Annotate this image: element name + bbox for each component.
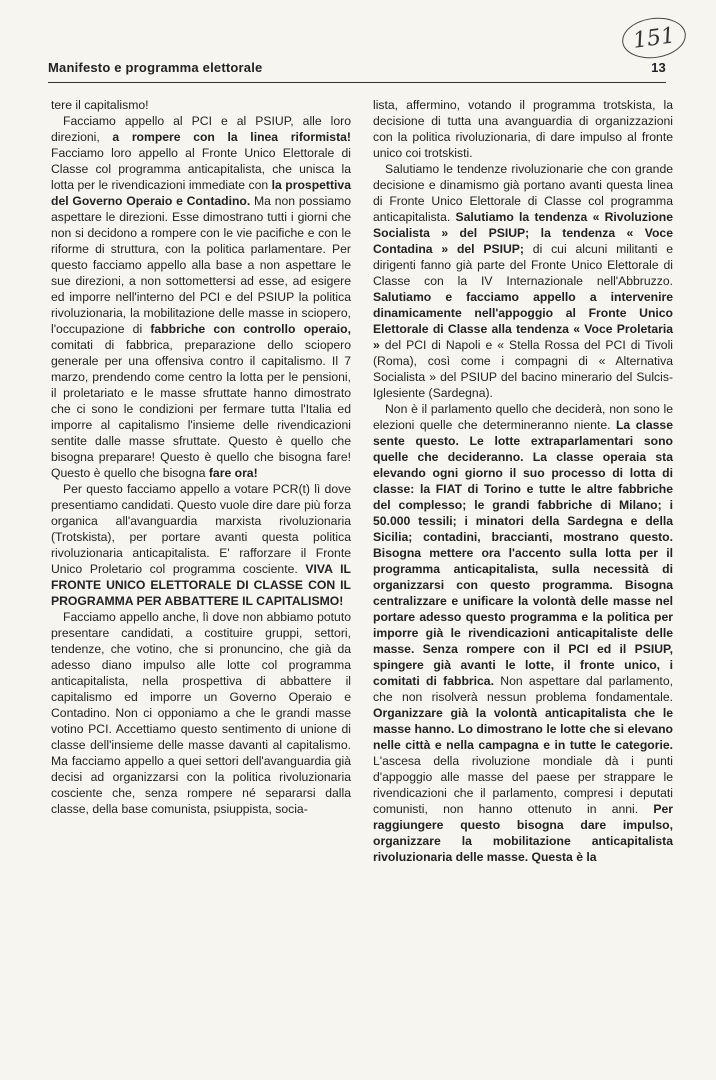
paragraph: Salutiamo le tendenze rivoluzionarie che con grande decisione e dinamismo già portano avanti questa linea di Fronte Unico Elettorale di Classe col programma anticapitalista. Salutiamo la tendenza « Rivoluzione Socialista » del PSIUP; la tendenza « Voce Contadina » del PSIUP; di cui alcuni militanti e dirigenti fanno già parte del Fronte Unico Elettorale di Classe con la IV Internazionale nell'Abbruzzo. Salutiamo e facciamo appello a intervenire dinamicamente nell'appoggio al Fronte Unico Elettorale di Classe alla tendenza « Voce Proletaria » del PCI di Napoli e « Stella Rossa del PCI di Tivoli (Roma), così come i compagni di « Alternativa Socialista » del PSIUP del bacino minerario del Sulcis-Iglesiente (Sardegna). [373, 162, 674, 400]
paragraph: Facciamo appello al PCI e al PSIUP, alle loro direzioni, a rompere con la linea riformista! Facciamo loro appello al Fronte Unico Elettorale di Classe col programma anticapitalista, che unisca la lotta per le rivendicazioni immediate con la prospettiva del Governo Operaio e Contadino. Ma non possiamo aspettare le direzioni. Esse dimostrano tutti i giorni che non si decidono a rompere con le vie pacifiche e con le riforme di struttura, con la politica parlamentare. Per questo facciamo appello alla base a non aspettare le sue direzioni, a non sottomettersi ad esse, ad esigere ed imporre nell'interno del PCI e del PSIUP la politica rivoluzionaria, la mobilitazione delle masse in sciopero, l'occupazione di fabbriche con controllo operaio, comitati di fabbrica, preparazione dello sciopero generale per una offensiva contro il capitalismo. Il 7 marzo, prendendo come centro la lotta per le pensioni, il proletariato e le masse sfruttate hanno dimostrato che ci sono le condizioni per fermare tutta l'Italia ed imporre al capitalismo l'insieme delle rivendicazioni sentite dalle masse sfruttate. Questo è quello che bisogna preparare! Questo è quello che bisogna fare! Questo è quello che bisogna fare ora! [51, 114, 352, 480]
paragraph: tere il capitalismo! [51, 98, 149, 112]
paragraph: Non è il parlamento quello che deciderà, non sono le elezioni quelle che determineranno niente. La classe sente questo. Le lotte extraparlamentari sono quelle che decideranno. La classe operaia sta elevando ogni giorno il suo processo di lotta di classe: la FIAT di Torino e tutte le altre fabbriche del complesso; le grandi fabbriche di Milano; i 50.000 tessili; i minatori della Sardegna e della Sicilia; contadini, braccianti, mostrano questo. Bisogna mettere ora l'accento sulla lotta per il programma anticapitalista, sulla necessità di organizzarsi con questo programma. Bisogna centralizzare e unificare la volontà delle masse nel portare adesso questo programma e la politica per imporre già le rivendicazioni anticapitaliste delle masse. Senza rompere con il PCI ed il PSIUP, spingere già avanti le lotte, il fronte unico, i comitati di fabbrica. Non aspettare dal parlamento, che non risolverà nessun problema fondamentale. Organizzare già la volontà anticapitalista che le masse hanno. Lo dimostrano le lotte che si elevano nelle città e nella campagna e in tutte le categorie. L'ascesa della rivoluzione mondiale dà i punti d'appoggio alle masse del paese per strappare le rivendicazioni che il parlamento, compresi i deputati comunisti, non hanno ottenuto in anni. Per raggiungere questo bisogna dare impulso, organizzare la mobilitazione anticapitalista rivoluzionaria delle masse. Questa è la [373, 402, 673, 864]
header-rule [48, 82, 666, 83]
left-column [51, 97, 351, 1057]
paragraph: lista, affermino, votando il programma trotskista, la decisione di tutta una avanguardia di organizzazioni con la politica rivoluzionaria, di dare impulso al fronte unico coi trotskisti. [373, 98, 673, 160]
page-number: 13 [651, 60, 666, 75]
running-title: Manifesto e programma elettorale [48, 60, 263, 75]
paragraph: Facciamo appello anche, lì dove non abbiamo potuto presentare candidati, a costituire gruppi, settori, tendenze, che votino, che si pronuncino, che già da adesso diano impulso alle lotte col programma anticapitalista, nella prospettiva di abbattere il capitalismo ed imporre un Governo Operaio e Contadino. Non ci opponiamo a che le grandi masse votino PCI. Accettiamo questo sentimento di unione di classe dell'insieme delle masse davanti al capitalismo. Ma facciamo appello a quei settori dell'avanguardia già decisi ad organizzarsi con la politica rivoluzionaria cosciente che, senza rompere né separarsi dalla classe, della base comunista, psiuppista, socia- [51, 610, 351, 816]
handwritten-page-number: 151 [620, 14, 689, 63]
right-column [373, 97, 673, 1057]
text-columns [51, 97, 673, 1057]
page-header [48, 60, 666, 75]
paragraph: Per questo facciamo appello a votare PCR(t) lì dove presentiamo candidati. Questo vuole dire dare più forza organica all'avanguardia marxista rivoluzionaria (Trotskista), per portare avanti questa politica rivoluzionaria anticapitalista. E' rafforzare il Fronte Unico Proletario col programma cosciente. VIVA IL FRONTE UNICO ELETTORALE DI CLASSE CON IL PROGRAMMA PER ABBATTERE IL CAPITALISMO! [51, 482, 352, 608]
